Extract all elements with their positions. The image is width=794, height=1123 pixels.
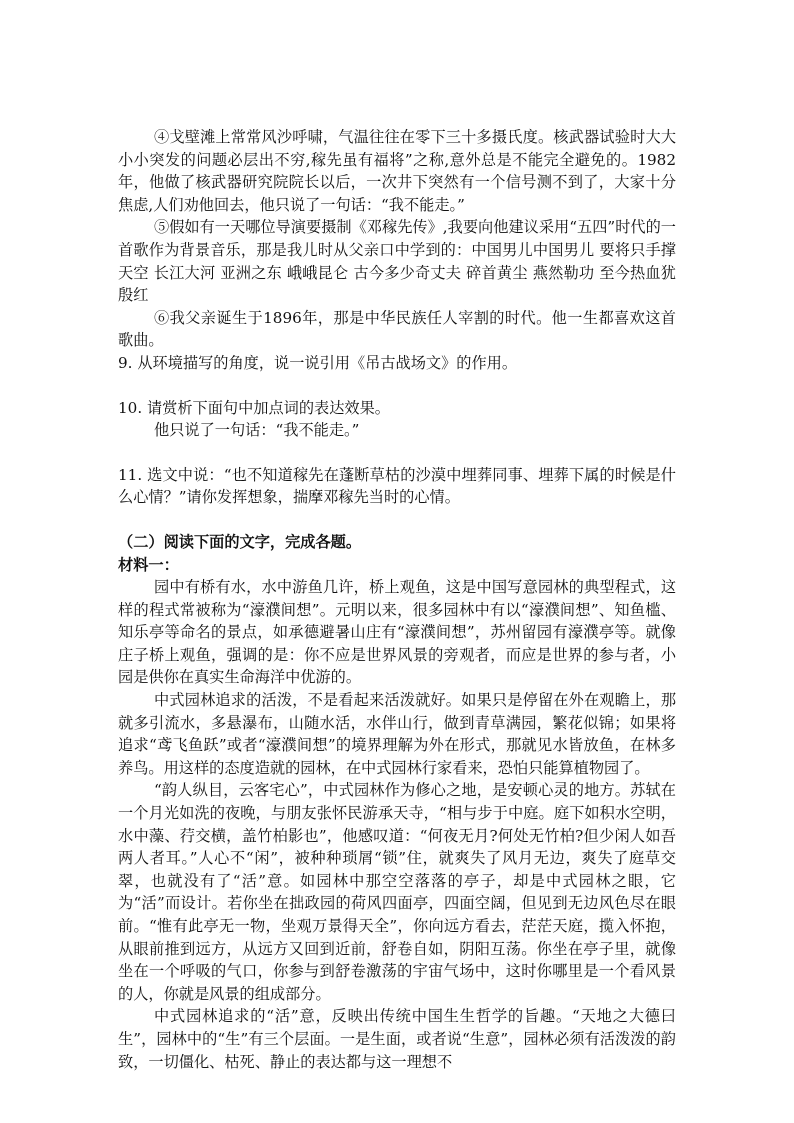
question-10: 10. 请赏析下面句中加点词的表达效果。 (118, 398, 390, 417)
material-paragraph-2: 中式园林追求的活泼，不是看起来活泼就好。如果只是停留在外在观瞻上，那就多引流水，多悬瀑布，山随水活，水伴山行，做到青草满园，繁花似锦；如果将追求“鸢飞鱼跃”或者“濠濮间想”的境界理解为外在形式，那就见水皆放鱼，在林多养鸟。用这样的态度造就的园林，在中式园林行家看来，恐怕只能算植物园了。 (118, 691, 676, 777)
answer-space-10[interactable] (118, 442, 676, 464)
answer-space-9[interactable] (118, 375, 676, 397)
story-paragraph-5: ⑤假如有一天哪位导演要摄制《邓稼先传》,我要向他建议采用“五四”时代的一首歌作为背景音乐，那是我儿时从父亲口中学到的：中国男儿中国男儿 要将只手撑天空 长江大河 亚洲之东 峨峨昆仑 古今多少奇丈夫 碎首黄尘 燕然勒功 至今热血犹殷红 (118, 218, 676, 305)
material-label: 材料一： (118, 555, 179, 574)
story-paragraph-4: ④戈壁滩上常常风沙呼啸，气温往往在零下三十多摄氏度。核武器试验时大大小小突发的问题必层出不穷,稼先虽有福将”之称,意外总是不能完全避免的。1982年，他做了核武器研究院院长以后，一次井下突然有一个信号测不到了，大家十分焦虑,人们劝他回去，他只说了一句话：“我不能走。” (118, 128, 676, 214)
material-paragraph-3: “韵人纵目，云客宅心”，中式园林作为修心之地，是安顿心灵的地方。苏轼在一个月光如洗的夜晚，与朋友张怀民游承天寺，“相与步于中庭。庭下如积水空明，水中藻、荇交横，盖竹柏影也”，他感叹道：“何夜无月?何处无竹柏?但少闲人如吾两人者耳。”人心不“闲”，被种种琐屑“锁”住，就爽失了风月无边，爽失了庭草交翠，也就没有了“活”意。如园林中那空空落落的亭子，却是中式园林之眼，它为“活”而设计。若你坐在拙政园的荷风四面亭，四面空阔，但见到无边风色尽在眼前。“惟有此亭无一物，坐观万景得天全”，你向远方看去，茫茫天庭，揽入怀抱，从眼前推到远方，从远方又回到近前，舒卷自如，阴阳互荡。你坐在亭子里，就像坐在一个呼吸的气口，你参与到舒卷激荡的宇宙气场中，这时你哪里是一个看风景的人，你就是风景的组成部分。 (118, 781, 676, 1003)
section-heading: （二）阅读下面的文字，完成各题。 (118, 532, 361, 551)
material-paragraph-1: 园中有桥有水，水中游鱼几许，桥上观鱼，这是中国写意园林的典型程式，这样的程式常被称为“濠濮间想”。元明以来，很多园林中有以“濠濮间想”、知鱼槛、知乐亭等命名的景点，如承德避暑山庄有“濠濮间想”，苏州留园有濠濮亭等。就像庄子桥上观鱼，强调的是：你不应是世界风景的旁观者，而应是世界的参与者，小园是供你在真实生命海洋中优游的。 (118, 578, 676, 687)
question-9: 9. 从环境描写的角度，说一说引用《吊古战场文》的作用。 (118, 353, 518, 372)
material-paragraph-4: 中式园林追求的“活”意，反映出传统中国生生哲学的旨趣。“天地之大德曰生”，园林中的“生”有三个层面。一是生面，或者说“生意”，园林必须有活泼泼的韵致，一切僵化、枯死、静止的表达都与这一理想不 (118, 1007, 676, 1071)
answer-space-11[interactable] (118, 509, 676, 531)
document-page (118, 126, 676, 1073)
question-10-quote: 他只说了一句话：“我不能走。” (154, 421, 360, 440)
question-11: 11. 选文中说：“也不知道稼先在蓬断草枯的沙漠中埋葬同事、埋葬下属的时候是什么心情？”请你发挥想象，揣摩邓稼先当时的心情。 (118, 465, 676, 507)
story-paragraph-6: ⑥我父亲诞生于1896年，那是中华民族任人宰割的时代。他一生都喜欢这首歌曲。 (118, 308, 676, 350)
